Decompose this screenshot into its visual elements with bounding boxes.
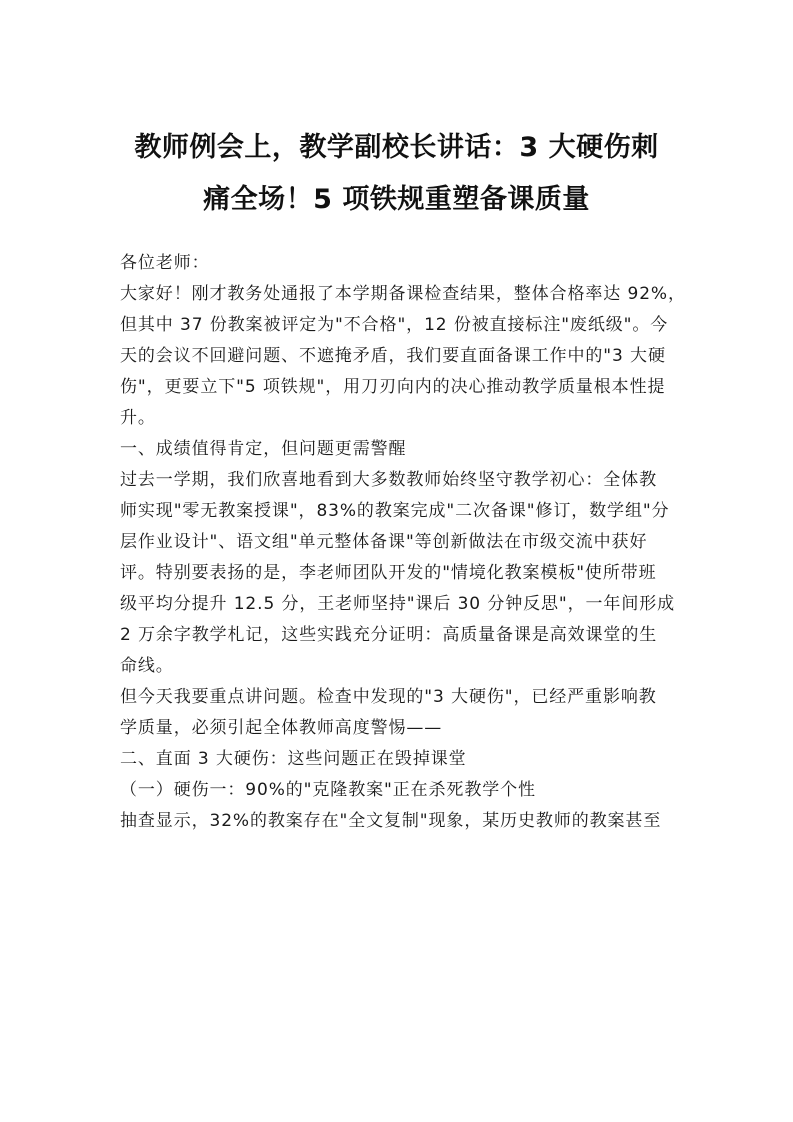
paragraph-line: 但今天我要重点讲问题。检查中发现的"3 大硬伤"，已经严重影响教 bbox=[120, 687, 657, 707]
paragraph-line: 师实现"零无教案授课"，83%的教案完成"二次备课"修订，数学组"分 bbox=[120, 501, 670, 521]
paragraph-line: 抽查显示，32%的教案存在"全文复制"现象，某历史教师的教案甚至 bbox=[120, 811, 662, 831]
paragraph-line: 学质量，必须引起全体教师高度警惕—— bbox=[120, 718, 443, 738]
paragraph-line: 升。 bbox=[120, 408, 156, 428]
title-line: 教师例会上，教学副校长讲话：3 大硬伤刺 bbox=[134, 132, 659, 163]
paragraph-line: 2 万余字教学札记，这些实践充分证明：高质量备课是高效课堂的生 bbox=[120, 625, 658, 645]
paragraph-line: 命线。 bbox=[120, 656, 174, 676]
paragraph-line: 天的会议不回避问题、不遮掩矛盾，我们要直面备课工作中的"3 大硬 bbox=[120, 346, 666, 366]
paragraph-line: 层作业设计"、语文组"单元整体备课"等创新做法在市级交流中获好 bbox=[120, 532, 648, 552]
paragraph-line: 但其中 37 份教案被评定为"不合格"，12 份被直接标注"废纸级"。今 bbox=[120, 315, 669, 335]
document-title bbox=[110, 122, 683, 226]
paragraph-line: 评。特别要表扬的是，李老师团队开发的"情境化教案模板"使所带班 bbox=[120, 563, 657, 583]
title-line: 痛全场！5 项铁规重塑备课质量 bbox=[203, 184, 590, 215]
paragraph-line: 级平均分提升 12.5 分，王老师坚持"课后 30 分钟反思"，一年间形成 bbox=[120, 594, 676, 614]
salutation: 各位老师： bbox=[120, 253, 210, 273]
section-heading: 二、直面 3 大硬伤：这些问题正在毁掉课堂 bbox=[120, 749, 467, 769]
section-heading: 一、成绩值得肯定，但问题更需警醒 bbox=[120, 439, 407, 459]
paragraph-line: 过去一学期，我们欣喜地看到大多数教师始终坚守教学初心：全体教 bbox=[120, 470, 657, 490]
document-body bbox=[120, 248, 686, 837]
subsection-heading: （一）硬伤一：90%的"克隆教案"正在杀死教学个性 bbox=[120, 780, 536, 800]
paragraph-line: 大家好！刚才教务处通报了本学期备课检查结果，整体合格率达 92%， bbox=[120, 284, 686, 304]
paragraph-line: 伤"，更要立下"5 项铁规"，用刀刃向内的决心推动教学质量根本性提 bbox=[120, 377, 666, 397]
